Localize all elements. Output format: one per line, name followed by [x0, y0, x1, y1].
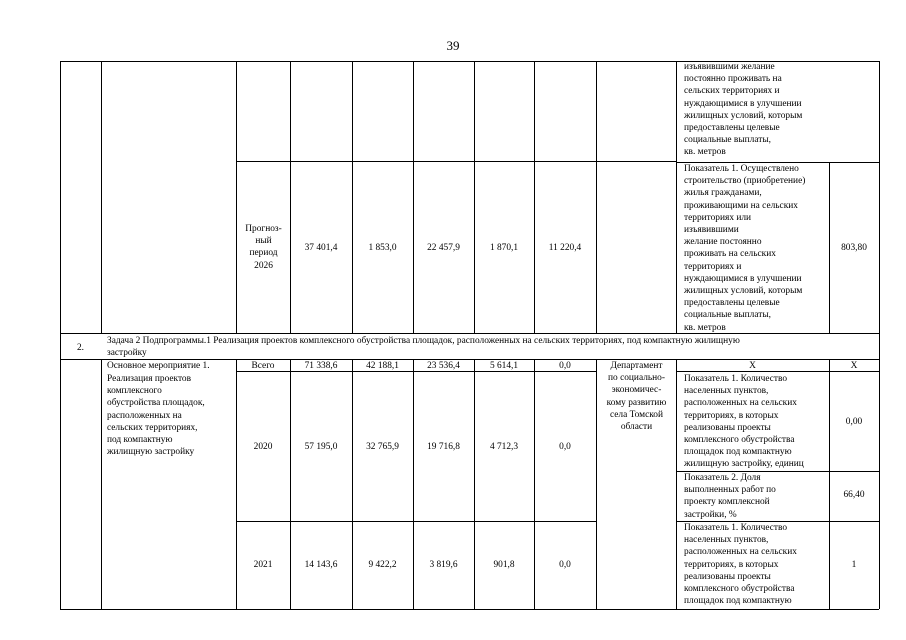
indicator-text: Показатель 1. Осуществлено строительство (приобретение) жилья гражданами, проживающими на сельских территориях или изъявившими желание постоянно проживать на сельских территориях и нуждающимися в улучшении жилищных условий, которым предоставлены целевые социальные выплаты, кв. метров: [684, 164, 806, 333]
row-number: 2.: [76, 343, 85, 353]
responsible-cell: Департамент по социально- экономичес- кому развитию села Томской области: [606, 361, 667, 433]
col-line: [290, 359, 291, 609]
col-line: [676, 61, 677, 333]
extra-cell: 11 220,4: [548, 243, 582, 253]
total-label: Всего: [251, 361, 275, 371]
total-cell: 14 143,6: [304, 560, 338, 570]
extra-cell: 0,0: [559, 442, 571, 452]
measure-description: Реализация проектов комплексного обустройства площадок, расположенных на сельских территориях, под компактную жилищную застройку: [107, 374, 205, 458]
col-line: [534, 61, 535, 333]
row-line: [236, 161, 676, 162]
col-line: [829, 359, 830, 609]
indicator-value: 66,40: [843, 490, 865, 500]
page-number: 39: [446, 38, 460, 53]
col-line: [101, 61, 102, 333]
federal-cell: 1 853,0: [368, 243, 397, 253]
regional-cell: 23 536,4: [427, 361, 460, 371]
task-title: Задача 2 Подпрограммы.1 Реализация проектов комплексного обустройства площадок, расположенных на сельских территориях, под компактную жилищную застройку: [107, 336, 740, 359]
col-line: [413, 61, 414, 333]
col-line: [879, 61, 880, 609]
year-cell: 2020: [253, 442, 273, 452]
year-cell: 2021: [253, 560, 273, 570]
extra-cell: 0,0: [559, 361, 571, 371]
federal-cell: 32 765,9: [366, 442, 399, 452]
indicator-value: 1: [851, 560, 857, 570]
row-line: [60, 609, 879, 610]
col-line: [596, 61, 597, 333]
local-cell: 1 870,1: [489, 243, 519, 253]
col-line: [534, 359, 535, 609]
col-line: [236, 61, 237, 333]
indicator-value: X: [850, 361, 858, 371]
col-line: [236, 359, 237, 609]
indicator-text: Показатель 2. Доля выполненных работ по проекту комплексной застройки, %: [684, 473, 776, 520]
total-cell: 37 401,4: [304, 243, 338, 253]
period-cell: Прогноз- ный период 2026: [245, 224, 282, 271]
indicator-text: X: [749, 361, 756, 371]
col-line: [474, 359, 475, 609]
indicator-value: 0,00: [845, 417, 863, 427]
col-line: [352, 359, 353, 609]
col-line: [474, 61, 475, 333]
col-line: [413, 359, 414, 609]
extra-cell: 0,0: [559, 560, 571, 570]
regional-cell: 19 716,8: [427, 442, 460, 452]
col-line: [60, 61, 61, 609]
local-cell: 4 712,3: [489, 442, 519, 452]
col-line: [352, 61, 353, 333]
indicator-text: изъявившими желание постоянно проживать на сельских территориях и нуждающимися в улучшении жилищных условий, которым предоставлены целевые социальные выплаты, кв. метров: [684, 62, 803, 158]
total-cell: 71 338,6: [304, 361, 338, 371]
federal-cell: 9 422,2: [368, 560, 397, 570]
local-cell: 5 614,1: [489, 361, 519, 371]
col-line: [290, 61, 291, 333]
indicator-value: 803,80: [841, 243, 867, 253]
federal-cell: 42 188,1: [366, 361, 399, 371]
total-cell: 57 195,0: [304, 442, 338, 452]
regional-cell: 22 457,9: [427, 243, 460, 253]
col-line: [676, 359, 677, 609]
regional-cell: 3 819,6: [429, 560, 458, 570]
local-cell: 901,8: [493, 560, 515, 570]
indicator-text: Показатель 1. Количество населенных пунктов, расположенных на сельских территориях, в которых реализованы проекты комплексного обустройства площадок под компактную жилищную застройку, единиц: [684, 374, 804, 470]
indicator-text: Показатель 1. Количество населенных пунктов, расположенных на сельских территориях, в которых реализованы проекты комплексного обустройства площадок под компактную: [684, 523, 797, 607]
measure-title: Основное мероприятие 1.: [107, 361, 210, 371]
col-line: [101, 359, 102, 609]
